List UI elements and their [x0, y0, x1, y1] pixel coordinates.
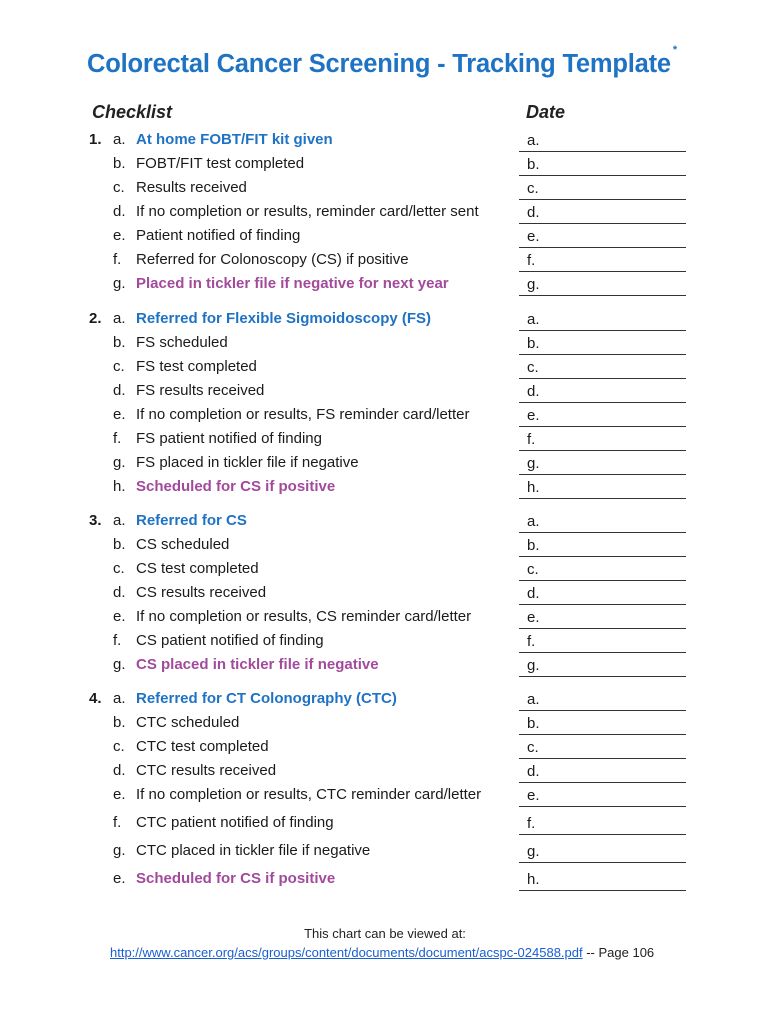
item-text: Placed in tickler file if negative for next year	[136, 275, 449, 292]
title-text: Colorectal Cancer Screening - Tracking Template	[87, 50, 671, 78]
date-field[interactable]	[519, 358, 686, 379]
item-text: Results received	[136, 179, 247, 196]
date-field-label: c.	[527, 180, 539, 197]
item-letter: f.	[113, 430, 122, 447]
item-text: CTC patient notified of finding	[136, 814, 334, 831]
item-text: CTC scheduled	[136, 714, 240, 731]
item-text: If no completion or results, CS reminder card/letter	[136, 608, 472, 625]
date-field-label: a.	[527, 311, 540, 328]
item-letter: e.	[113, 227, 126, 244]
date-field[interactable]	[519, 656, 686, 677]
item-letter: c.	[113, 179, 125, 196]
date-field-label: a.	[527, 513, 540, 530]
item-letter: e.	[113, 608, 126, 625]
title-footnote-mark: *	[672, 44, 677, 56]
item-text: Scheduled for CS if positive	[136, 870, 336, 887]
item-letter: b.	[113, 155, 126, 172]
item-text: FS scheduled	[136, 334, 228, 351]
date-field[interactable]	[519, 478, 686, 499]
item-letter: a.	[113, 310, 126, 327]
item-letter: a.	[113, 512, 126, 529]
item-letter: e.	[113, 786, 126, 803]
checklist-row	[0, 430, 770, 452]
source-link[interactable]: http://www.cancer.org/acs/groups/content/documents/document/acspc-024588.pdf	[110, 945, 583, 960]
date-field[interactable]	[519, 155, 686, 176]
item-text: FS results received	[136, 382, 265, 399]
date-field[interactable]	[519, 584, 686, 605]
date-field-label: d.	[527, 204, 540, 221]
date-field[interactable]	[519, 334, 686, 355]
checklist-row	[0, 814, 770, 836]
date-field[interactable]	[519, 310, 686, 331]
date-field-label: g.	[527, 455, 540, 472]
date-field[interactable]	[519, 203, 686, 224]
item-letter: f.	[113, 632, 122, 649]
item-text: Referred for CS	[136, 512, 247, 529]
date-field[interactable]	[519, 454, 686, 475]
item-letter: d.	[113, 382, 126, 399]
date-field[interactable]	[519, 738, 686, 759]
checklist-row	[0, 334, 770, 356]
checklist-row	[0, 656, 770, 678]
checklist-row	[0, 762, 770, 784]
checklist-row	[0, 251, 770, 273]
item-letter: c.	[113, 358, 125, 375]
item-letter: a.	[113, 690, 126, 707]
checklist-row	[0, 632, 770, 654]
date-field-label: e.	[527, 787, 540, 804]
item-letter: e.	[113, 406, 126, 423]
item-text: CS placed in tickler file if negative	[136, 656, 379, 673]
date-field[interactable]	[519, 870, 686, 891]
item-text: CS scheduled	[136, 536, 230, 553]
item-letter: d.	[113, 584, 126, 601]
item-letter: e.	[113, 870, 126, 887]
checklist-row	[0, 870, 770, 892]
item-letter: b.	[113, 536, 126, 553]
item-text: If no completion or results, CTC reminder card/letter	[136, 786, 482, 803]
date-field-label: f.	[527, 815, 536, 832]
date-field-label: a.	[527, 691, 540, 708]
date-field-label: h.	[527, 871, 540, 888]
date-field[interactable]	[519, 786, 686, 807]
item-letter: d.	[113, 203, 126, 220]
item-text: FS test completed	[136, 358, 257, 375]
date-field[interactable]	[519, 430, 686, 451]
item-text: If no completion or results, FS reminder card/letter	[136, 406, 470, 423]
date-field-label: h.	[527, 479, 540, 496]
section-number: 3.	[89, 512, 102, 529]
date-field[interactable]	[519, 251, 686, 272]
item-text: Referred for CT Colonography (CTC)	[136, 690, 397, 707]
checklist-row	[0, 227, 770, 249]
item-text: Scheduled for CS if positive	[136, 478, 336, 495]
item-letter: g.	[113, 454, 126, 471]
item-letter: g.	[113, 842, 126, 859]
date-field-label: f.	[527, 633, 536, 650]
date-field[interactable]	[519, 714, 686, 735]
checklist-header: Checklist	[92, 102, 173, 122]
item-letter: h.	[113, 478, 126, 495]
checklist-row	[0, 203, 770, 225]
item-letter: d.	[113, 762, 126, 779]
checklist-row	[0, 842, 770, 864]
checklist-row	[0, 131, 770, 153]
checklist-row	[0, 382, 770, 404]
date-field[interactable]	[519, 560, 686, 581]
date-field[interactable]	[519, 632, 686, 653]
item-letter: b.	[113, 334, 126, 351]
checklist-row	[0, 310, 770, 332]
date-field-label: b.	[527, 335, 540, 352]
item-letter: f.	[113, 251, 122, 268]
item-letter: c.	[113, 738, 125, 755]
item-text: Referred for Colonoscopy (CS) if positive	[136, 251, 409, 268]
footer-source	[110, 945, 654, 960]
section-number: 1.	[89, 131, 102, 148]
checklist-row	[0, 478, 770, 500]
item-letter: f.	[113, 814, 122, 831]
date-field-label: g.	[527, 276, 540, 293]
item-letter: b.	[113, 714, 126, 731]
date-field[interactable]	[519, 536, 686, 557]
item-text: CS test completed	[136, 560, 259, 577]
date-field-label: f.	[527, 252, 536, 269]
date-field-label: c.	[527, 561, 539, 578]
date-field[interactable]	[519, 406, 686, 427]
page-reference: -- Page 106	[582, 945, 655, 960]
footer-note: This chart can be viewed at:	[304, 926, 466, 941]
checklist-row	[0, 536, 770, 558]
date-field-label: c.	[527, 739, 539, 756]
date-field-label: d.	[527, 585, 540, 602]
date-field[interactable]	[519, 131, 686, 152]
checklist-row	[0, 179, 770, 201]
date-field[interactable]	[519, 382, 686, 403]
date-field-label: e.	[527, 407, 540, 424]
item-letter: g.	[113, 656, 126, 673]
date-field-label: b.	[527, 715, 540, 732]
item-text: FS placed in tickler file if negative	[136, 454, 359, 471]
checklist-row	[0, 738, 770, 760]
item-text: FS patient notified of finding	[136, 430, 322, 447]
checklist-row	[0, 406, 770, 428]
item-letter: a.	[113, 131, 126, 148]
date-field[interactable]	[519, 814, 686, 835]
checklist-row	[0, 512, 770, 534]
item-text: CS results received	[136, 584, 267, 601]
item-text: CTC placed in tickler file if negative	[136, 842, 371, 859]
date-field[interactable]	[519, 690, 686, 711]
date-field[interactable]	[519, 762, 686, 783]
item-text: FOBT/FIT test completed	[136, 155, 305, 172]
date-field[interactable]	[519, 842, 686, 863]
item-text: CTC test completed	[136, 738, 269, 755]
date-field-label: c.	[527, 359, 539, 376]
checklist-row	[0, 275, 770, 297]
checklist-row	[0, 454, 770, 476]
date-field-label: d.	[527, 763, 540, 780]
date-field-label: a.	[527, 132, 540, 149]
date-field-label: f.	[527, 431, 536, 448]
date-field-label: e.	[527, 609, 540, 626]
item-text: If no completion or results, reminder card/letter sent	[136, 203, 479, 220]
date-field[interactable]	[519, 275, 686, 296]
date-field[interactable]	[519, 608, 686, 629]
date-field-label: b.	[527, 537, 540, 554]
date-field-label: g.	[527, 843, 540, 860]
date-field-label: b.	[527, 156, 540, 173]
item-text: CS patient notified of finding	[136, 632, 324, 649]
date-field[interactable]	[519, 179, 686, 200]
section-number: 2.	[89, 310, 102, 327]
item-text: At home FOBT/FIT kit given	[136, 131, 333, 148]
checklist-row	[0, 786, 770, 808]
date-field[interactable]	[519, 227, 686, 248]
item-letter: c.	[113, 560, 125, 577]
date-field-label: e.	[527, 228, 540, 245]
item-letter: g.	[113, 275, 126, 292]
date-field-label: d.	[527, 383, 540, 400]
date-field-label: g.	[527, 657, 540, 674]
item-text: CTC results received	[136, 762, 277, 779]
page-title	[87, 44, 677, 79]
item-text: Patient notified of finding	[136, 227, 301, 244]
date-header: Date	[526, 102, 566, 122]
section-number: 4.	[89, 690, 102, 707]
checklist-row	[0, 608, 770, 630]
checklist-row	[0, 714, 770, 736]
checklist-row	[0, 155, 770, 177]
checklist-row	[0, 690, 770, 712]
checklist-row	[0, 584, 770, 606]
checklist-row	[0, 358, 770, 380]
item-text: Referred for Flexible Sigmoidoscopy (FS)	[136, 310, 432, 327]
checklist-row	[0, 560, 770, 582]
date-field[interactable]	[519, 512, 686, 533]
